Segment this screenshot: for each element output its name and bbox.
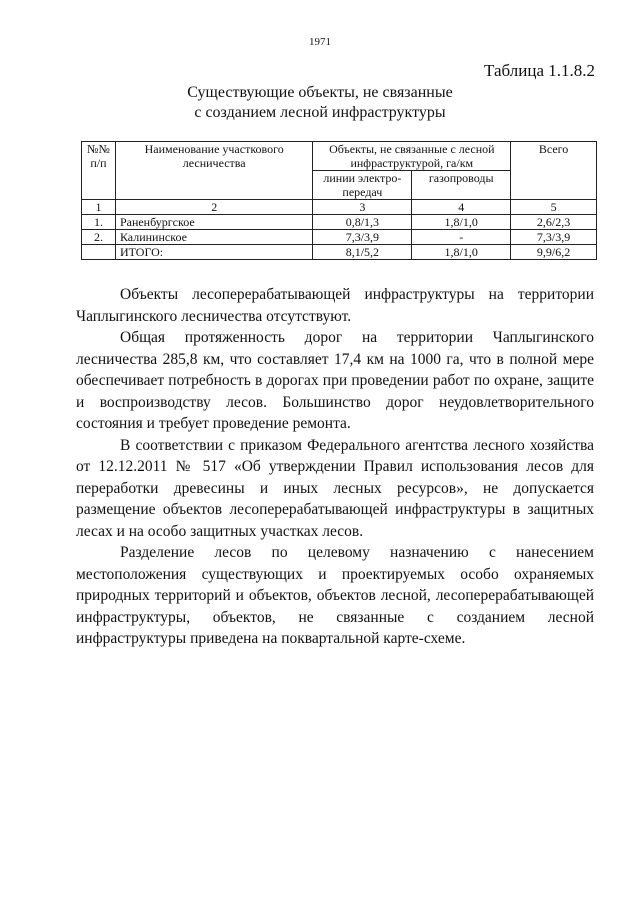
header-name (115, 142, 313, 200)
total-num (82, 245, 116, 260)
total-gas: 1,8/1,0 (412, 245, 511, 260)
row-name: Калининское (115, 230, 313, 245)
row-gas: - (412, 230, 511, 245)
header-power-lines-line: линии электро- (323, 171, 402, 185)
col-number: 4 (412, 200, 511, 215)
col-number: 1 (82, 200, 116, 215)
row-gas: 1,8/1,0 (412, 215, 511, 230)
row-num: 2. (82, 230, 116, 245)
paragraph: Объекты лесоперерабатывающей инфраструктуры на территории Чаплыгинского лесничества отсутствуют. (76, 286, 594, 325)
header-name-line: Наименование участкового (144, 142, 284, 156)
total-total: 9,9/6,2 (511, 245, 597, 260)
header-power-lines-line: передач (342, 185, 383, 199)
header-power-lines (313, 171, 412, 200)
table-row (82, 230, 597, 245)
paragraph: Разделение лесов по целевому назначению с нанесением местоположения существующих и проектируемых особо охраняемых природных территорий и объектов, объектов лесной, лесоперерабатывающей инфраструктуры, объектов, не связанные с созданием лесной инфраструктуры приведена на поквартальной карте-схеме. (76, 544, 594, 647)
header-objects-line: инфраструктурой, га/км (350, 156, 474, 170)
header-total: Всего (511, 142, 597, 200)
paragraph: В соответствии с приказом Федерального агентства лесного хозяйства от 12.12.2011 № 517 «Об утверждении Правил использования лесов для переработки древесины и иных лесных ресурсов», не допускается размещение объектов лесоперерабатывающей инфраструктуры в защитных лесах и на особо защитных участках лесов. (76, 436, 594, 540)
body-text (76, 284, 594, 650)
row-name: Раненбургское (115, 215, 313, 230)
table-label: Таблица 1.1.8.2 (484, 61, 595, 80)
header-num (82, 142, 116, 200)
table-total-row (82, 245, 597, 260)
row-total: 2,6/2,3 (511, 215, 597, 230)
row-power-lines: 0,8/1,3 (313, 215, 412, 230)
col-number: 5 (511, 200, 597, 215)
total-label: ИТОГО: (115, 245, 313, 260)
row-total: 7,3/3,9 (511, 230, 597, 245)
total-power-lines: 8,1/5,2 (313, 245, 412, 260)
paragraph: Общая протяженность дорог на территории Чаплыгинского лесничества 285,8 км, что составляет 17,4 км на 1000 га, что в полной мере обеспечивает потребность в дорогах при проведении работ по охране, защите и воспроизводству лесов. Большинство дорог неудовлетворительного состояния и требует проведение ремонта. (76, 329, 594, 432)
title-line: с созданием лесной инфраструктуры (194, 104, 446, 121)
col-number: 3 (313, 200, 412, 215)
row-num: 1. (82, 215, 116, 230)
header-num-line: п/п (90, 156, 107, 170)
column-number-row (82, 200, 597, 215)
header-objects (313, 142, 511, 171)
title-line: Существующие объекты, не связанные (187, 84, 453, 101)
header-name-line: лесничества (182, 156, 246, 170)
table-row (82, 215, 597, 230)
table-header-row (82, 142, 597, 171)
col-number: 2 (115, 200, 313, 215)
header-objects-line: Объекты, не связанные с лесной (329, 142, 495, 156)
header-num-line: №№ (87, 142, 110, 156)
page-number: 1971 (309, 36, 331, 48)
row-power-lines: 7,3/3,9 (313, 230, 412, 245)
objects-table (81, 141, 597, 260)
document-title (0, 83, 640, 123)
header-gas: газопроводы (412, 171, 511, 200)
